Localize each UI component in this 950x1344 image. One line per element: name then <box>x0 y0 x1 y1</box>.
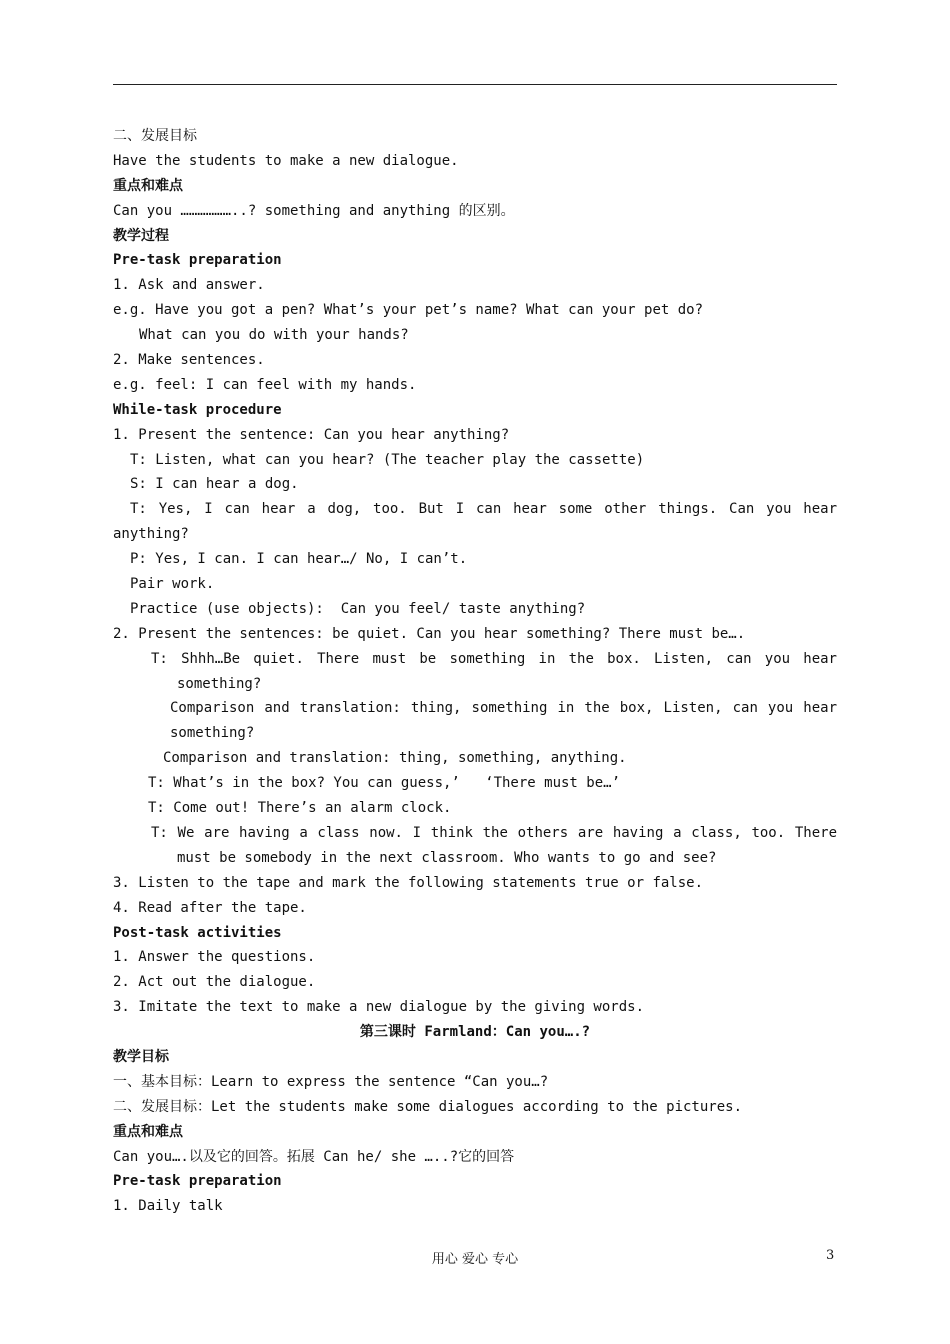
text-line: T: Listen, what can you hear? (The teacher play the cassette) <box>130 451 645 468</box>
text-line: Can you ………………..? something and anything 的区别。 <box>113 202 515 219</box>
text-line: 2. Act out the dialogue. <box>113 974 316 991</box>
section-heading: Pre-task preparation <box>113 252 282 269</box>
section-heading: Pre-task preparation <box>113 1173 282 1190</box>
text-line: 1. Daily talk <box>113 1198 223 1215</box>
text-line: P: Yes, I can. I can hear…/ No, I can’t. <box>130 551 468 568</box>
document-body <box>113 124 837 1219</box>
header-rule <box>113 84 837 85</box>
text-line: something? <box>170 725 255 742</box>
text-line: 二、发展目标：Let the students make some dialogues according to the pictures. <box>113 1098 743 1115</box>
text-line: T: We are having a class now. I think the others are having a class, too. There <box>151 824 837 841</box>
text-line: anything? <box>113 526 189 543</box>
section-heading: While-task procedure <box>113 401 282 418</box>
text-line: e.g. Have you got a pen? What’s your pet’s name? What can your pet do? <box>113 302 704 319</box>
text-line: T: Come out! There’s an alarm clock. <box>148 800 452 817</box>
text-line: 1. Present the sentence: Can you hear anything? <box>113 426 510 443</box>
footer-motto: 用心 爱心 专心 <box>431 1252 519 1267</box>
text-line: Can you….以及它的回答。拓展 Can he/ she …..?它的回答 <box>113 1148 515 1165</box>
text-line: 一、基本目标：Learn to express the sentence “Can you…? <box>113 1073 549 1090</box>
text-line: e.g. feel: I can feel with my hands. <box>113 376 417 393</box>
page-number: 3 <box>826 1248 835 1263</box>
text-line: 二、发展目标 <box>113 128 197 144</box>
section-heading: 重点和难点 <box>113 1123 183 1140</box>
text-line: What can you do with your hands? <box>139 327 409 344</box>
section-heading: 重点和难点 <box>113 177 183 194</box>
section-heading: 教学过程 <box>113 227 169 244</box>
text-line: Have the students to make a new dialogue. <box>113 152 459 169</box>
text-line: S: I can hear a dog. <box>130 476 299 493</box>
text-line: 3. Imitate the text to make a new dialogue by the giving words. <box>113 999 645 1016</box>
text-line: Comparison and translation: thing, something, anything. <box>163 750 627 767</box>
text-line: 2. Make sentences. <box>113 352 265 369</box>
text-line: T: Shhh…Be quiet. There must be something in the box. Listen, can you hear <box>151 650 837 667</box>
text-line: Comparison and translation: thing, something in the box, Listen, can you hear <box>170 700 837 717</box>
text-line: 1. Answer the questions. <box>113 949 316 966</box>
text-line: 3. Listen to the tape and mark the following statements true or false. <box>113 874 704 891</box>
text-line: T: What’s in the box? You can guess,’ ‘There must be…’ <box>148 775 621 792</box>
lesson-title: 第三课时 Farmland：Can you….? <box>359 1024 591 1041</box>
text-line: Practice (use objects): Can you feel/ taste anything? <box>130 600 586 617</box>
text-line: 4. Read after the tape. <box>113 899 307 916</box>
text-line: must be somebody in the next classroom. Who wants to go and see? <box>177 849 717 866</box>
text-line: T: Yes, I can hear a dog, too. But I can hear some other things. Can you hear <box>130 501 837 518</box>
text-line: something? <box>177 675 262 692</box>
text-line: Pair work. <box>130 576 215 593</box>
text-line: 2. Present the sentences: be quiet. Can you hear something? There must be…. <box>113 625 746 642</box>
text-line: 1. Ask and answer. <box>113 277 265 294</box>
section-heading: Post-task activities <box>113 924 282 941</box>
section-heading: 教学目标 <box>113 1048 169 1065</box>
